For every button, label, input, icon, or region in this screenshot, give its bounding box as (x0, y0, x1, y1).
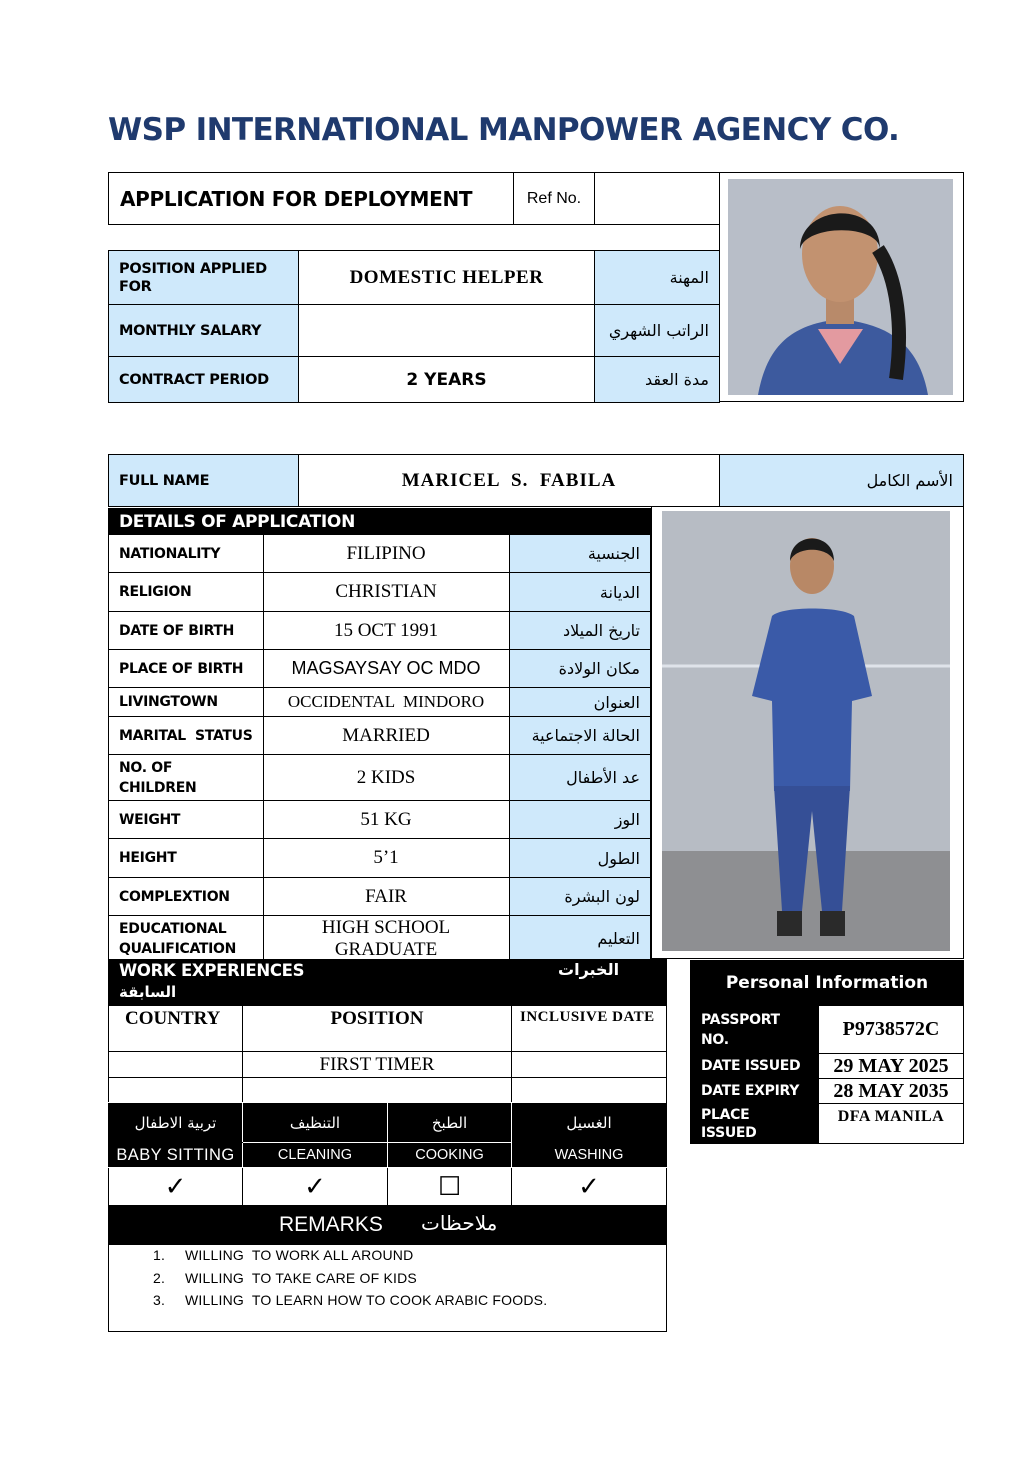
remark-item: 3. WILLING TO LEARN HOW TO COOK ARABIC FOODS. (153, 1292, 548, 1308)
skill-ar: الطبخ (431, 1113, 468, 1132)
personal-label: PLACE ISSUED (701, 1107, 757, 1141)
detail-label-cell (109, 755, 264, 801)
detail-value-cell (263, 801, 509, 839)
detail-label: NO. OF CHILDREN (119, 759, 197, 796)
job-ar-label: الراتب الشهري (608, 321, 709, 340)
detail-value-cell (263, 688, 509, 717)
skill-check-cell[interactable] (388, 1168, 512, 1206)
skill-en: CLEANING (277, 1147, 353, 1163)
detail-ar: الحالة الاجتماعية (531, 726, 640, 745)
detail-value-cell (263, 535, 509, 573)
detail-label: LIVINGTOWN (119, 694, 218, 710)
personal-label-cell (691, 1104, 819, 1144)
marital-status-value: MARRIED (342, 724, 430, 746)
detail-ar: الديانة (599, 582, 640, 602)
personal-label: DATE ISSUED (701, 1058, 801, 1074)
skill-check-cell[interactable] (243, 1168, 388, 1206)
detail-value-cell (263, 717, 509, 755)
skill-check-cell[interactable] (109, 1168, 243, 1206)
personal-table (690, 1005, 964, 1144)
full-name-ar-cell (720, 455, 964, 507)
full-name-value-cell (299, 455, 720, 507)
col-country-label: COUNTRY (125, 1008, 221, 1029)
personal-value-cell (819, 1079, 964, 1104)
detail-label: HEIGHT (119, 850, 177, 866)
detail-ar-cell (509, 535, 650, 573)
detail-value-cell (263, 839, 509, 878)
detail-label-cell (109, 573, 264, 612)
detail-ar: تاريخ الميلاد (563, 621, 640, 640)
job-ar-cell (595, 357, 720, 403)
personal-label-cell (691, 1079, 819, 1104)
cleaning-checkbox[interactable]: ✓ (304, 1171, 326, 1202)
agency-title: WSP INTERNATIONAL MANPOWER AGENCY CO. (108, 112, 900, 148)
job-value-cell (299, 305, 595, 357)
skill-ar: تربية الاطفال (134, 1113, 217, 1132)
personal-label: DATE EXPIRY (701, 1083, 800, 1099)
detail-ar: التعليم (597, 929, 640, 948)
detail-value-cell (263, 650, 509, 688)
detail-ar-cell (509, 717, 650, 755)
col-date-label: INCLUSIVE DATE (520, 1009, 655, 1025)
detail-value-cell (263, 573, 509, 612)
work-heading-ar-2: السابقة (119, 983, 177, 1001)
job-label: POSITION APPLIED FOR (119, 260, 267, 295)
personal-label: PASSPORT NO. (701, 1011, 780, 1048)
detail-label-cell (109, 650, 264, 688)
personal-heading (690, 960, 964, 1006)
work-country-cell (109, 1052, 243, 1078)
cooking-checkbox[interactable]: ☐ (437, 1171, 462, 1202)
personal-value-cell (819, 1104, 964, 1144)
skill-en-cell (109, 1143, 243, 1168)
height-value: 5’1 (373, 847, 399, 868)
personal-value-cell (819, 1006, 964, 1054)
children-value: 2 KIDS (356, 766, 416, 788)
detail-label-cell (109, 612, 264, 650)
detail-ar-cell (509, 916, 650, 962)
job-label: CONTRACT PERIOD (119, 371, 269, 388)
detail-ar-cell (509, 573, 650, 612)
complexion-value: FAIR (365, 885, 407, 907)
job-value-cell (299, 357, 595, 403)
skill-en: WASHING (554, 1147, 624, 1163)
detail-ar-cell (509, 878, 650, 916)
position-applied-value: DOMESTIC HELPER (349, 266, 544, 288)
detail-label: PLACE OF BIRTH (119, 660, 244, 677)
detail-label: WEIGHT (119, 811, 181, 828)
date-of-birth-value: 15 OCT 1991 (333, 619, 439, 641)
detail-label: DATE OF BIRTH (119, 622, 235, 639)
full-body-photo (662, 511, 950, 951)
job-ar-label: مدة العقد (645, 370, 709, 389)
education-value: HIGH SCHOOL GRADUATE (321, 916, 451, 960)
work-position-cell (243, 1052, 512, 1078)
date-expiry-value: 28 MAY 2035 (833, 1079, 949, 1102)
skill-ar: التنظيف (289, 1113, 341, 1132)
work-heading (108, 959, 667, 1006)
job-ar-cell (595, 305, 720, 357)
form-title: APPLICATION FOR DEPLOYMENT (120, 186, 473, 211)
work-date-cell (512, 1052, 667, 1078)
full-name-label-cell (109, 455, 299, 507)
skill-ar: الغسيل (566, 1113, 612, 1132)
personal-heading-text: Personal Information (725, 973, 929, 993)
job-value-cell (299, 251, 595, 305)
detail-label-cell (109, 916, 264, 962)
skill-ar-cell (388, 1103, 512, 1143)
col-country-header (109, 1006, 243, 1052)
detail-ar-cell (509, 755, 650, 801)
work-date-cell (512, 1078, 667, 1103)
detail-value-cell (263, 878, 509, 916)
detail-ar: عد الأطفال (566, 768, 640, 787)
skills-table (108, 1102, 667, 1206)
ref-value-field[interactable] (594, 172, 720, 225)
detail-label: RELIGION (119, 584, 192, 600)
skill-ar-cell (109, 1103, 243, 1143)
remarks-heading (108, 1205, 667, 1245)
detail-ar-cell (509, 688, 650, 717)
headshot-photo (728, 179, 953, 395)
detail-label: NATIONALITY (119, 545, 221, 562)
col-position-header (243, 1006, 512, 1052)
detail-label: COMPLEXTION (119, 888, 230, 905)
detail-label: MARITAL STATUS (119, 727, 253, 744)
job-ar-label: المهنة (669, 268, 709, 287)
detail-label-cell (109, 717, 264, 755)
form-title-cell (108, 172, 514, 225)
place-issued-value: DFA MANILA (837, 1108, 945, 1125)
skill-en: COOKING (415, 1147, 484, 1163)
job-label: MONTHLY SALARY (119, 322, 262, 339)
nationality-value: FILIPINO (346, 542, 426, 564)
job-ar-cell (595, 251, 720, 305)
detail-ar-cell (509, 612, 650, 650)
detail-ar: الوز (614, 810, 640, 829)
skill-ar-cell (243, 1103, 388, 1143)
remarks-list (108, 1244, 667, 1332)
job-label-cell (109, 251, 299, 305)
detail-ar: مكان الولادة (558, 659, 640, 678)
washing-checkbox[interactable]: ✓ (578, 1171, 600, 1202)
religion-value: CHRISTIAN (335, 581, 437, 602)
skill-en-cell (388, 1143, 512, 1168)
work-table (108, 1005, 667, 1103)
col-date-header (512, 1006, 667, 1052)
details-heading (108, 508, 651, 535)
detail-ar: الجنسية (587, 544, 640, 563)
details-heading-text: DETAILS OF APPLICATION (119, 511, 356, 532)
contract-period-value: 2 YEARS (406, 369, 487, 390)
detail-label-cell (109, 688, 264, 717)
detail-value-cell (263, 755, 509, 801)
ref-label-cell (513, 172, 595, 225)
detail-label-cell (109, 535, 264, 573)
detail-ar-cell (509, 801, 650, 839)
date-issued-value: 29 MAY 2025 (833, 1054, 949, 1077)
detail-ar-cell (509, 650, 650, 688)
skill-ar-cell (512, 1103, 667, 1143)
work-position-cell (243, 1078, 512, 1103)
personal-label-cell (691, 1054, 819, 1079)
livingtown-value: OCCIDENTAL MINDORO (287, 692, 485, 711)
remark-item: 1. WILLING TO WORK ALL AROUND (153, 1247, 414, 1263)
detail-label-cell (109, 839, 264, 878)
work-position: FIRST TIMER (319, 1053, 435, 1075)
detail-ar-cell (509, 839, 650, 878)
skill-en-cell (243, 1143, 388, 1168)
detail-ar: العنوان (593, 692, 640, 712)
personal-label-cell (691, 1006, 819, 1054)
job-table (108, 250, 720, 403)
detail-ar: الطول (597, 848, 640, 868)
remark-text: WILLING TO WORK ALL AROUND (185, 1247, 414, 1263)
passport-no-value: P9738572C (842, 1018, 940, 1040)
remarks-heading-text: REMARKS (279, 1213, 383, 1236)
personal-value-cell (819, 1054, 964, 1079)
work-heading-text: WORK EXPERIENCES (119, 961, 305, 980)
place-of-birth-value: MAGSAYSAY OC MDO (291, 658, 481, 678)
weight-value: 51 KG (360, 808, 412, 830)
work-heading-ar: الخبرات (558, 960, 620, 979)
work-country-cell (109, 1078, 243, 1103)
baby-sitting-checkbox[interactable]: ✓ (164, 1171, 187, 1202)
detail-value-cell (263, 612, 509, 650)
job-label-cell (109, 357, 299, 403)
skill-en-cell (512, 1143, 667, 1168)
full-name-label: FULL NAME (119, 472, 210, 489)
col-position-label: POSITION (330, 1008, 424, 1029)
remarks-heading-ar: ملاحظات (421, 1211, 498, 1235)
skill-en: BABY SITTING (116, 1145, 235, 1164)
ref-label: Ref No. (526, 189, 582, 207)
full-name-table (108, 454, 964, 507)
remark-item: 2. WILLING TO TAKE CARE OF KIDS (153, 1269, 417, 1286)
detail-ar: لون البشرة (564, 887, 640, 906)
skill-check-cell[interactable] (512, 1168, 667, 1206)
detail-label-cell (109, 878, 264, 916)
detail-label: EDUCATIONAL QUALIFICATION (119, 920, 237, 957)
detail-value-cell (263, 916, 509, 962)
details-table (108, 534, 651, 962)
full-name-ar: الأسم الكامل (866, 471, 953, 490)
full-name-value: MARICEL S. FABILA (401, 469, 617, 491)
remark-text: WILLING TO LEARN HOW TO COOK ARABIC FOODS. (185, 1292, 548, 1308)
remark-text: WILLING TO TAKE CARE OF KIDS (185, 1269, 417, 1286)
job-label-cell (109, 305, 299, 357)
detail-label-cell (109, 801, 264, 839)
